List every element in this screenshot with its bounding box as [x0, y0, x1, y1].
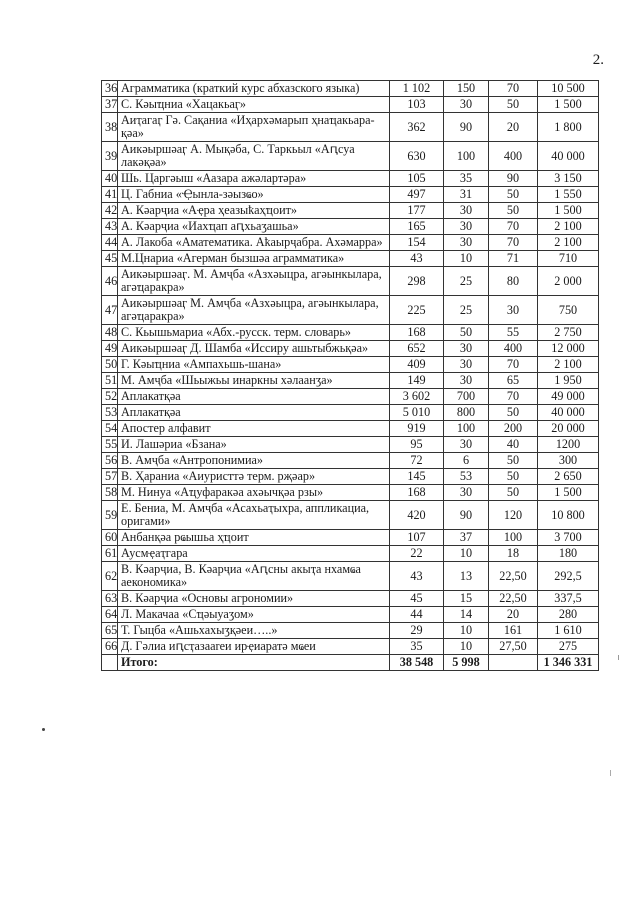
value-col-4: 3 150: [538, 171, 599, 187]
value-col-2: 10: [444, 251, 489, 267]
value-col-2: 30: [444, 373, 489, 389]
value-col-1: 43: [390, 251, 444, 267]
book-title: Аграмматика (краткий курс абхазского языка): [118, 81, 390, 97]
value-col-3: 55: [489, 325, 538, 341]
value-col-2: 100: [444, 421, 489, 437]
value-col-2: 30: [444, 97, 489, 113]
value-col-2: 150: [444, 81, 489, 97]
value-col-2: 30: [444, 437, 489, 453]
value-col-4: 2 750: [538, 325, 599, 341]
value-col-3: 30: [489, 296, 538, 325]
row-number: 58: [102, 485, 118, 501]
value-col-3: 22,50: [489, 562, 538, 591]
book-title: В. Ҳараниа «Аиуристтә терм. рҗәар»: [118, 469, 390, 485]
value-col-4: 750: [538, 296, 599, 325]
table-row: [102, 389, 599, 405]
book-title: В. Кәарҷиа, В. Кәарҷиа «Аԥсны акыҭа нхамҩа аекономика»: [118, 562, 390, 591]
book-title: Аиҭагаӷ Гә. Сақаниа «Иҳархәмарып ҳнаҵакьара-қәа»: [118, 113, 390, 142]
value-col-1: 168: [390, 325, 444, 341]
row-number: 50: [102, 357, 118, 373]
value-col-3: 200: [489, 421, 538, 437]
value-col-2: 53: [444, 469, 489, 485]
value-col-1: 145: [390, 469, 444, 485]
book-title: С. Кьышьмариа «Абх.-русск. терм. словарь»: [118, 325, 390, 341]
book-title: Е. Бениа, М. Амҷба «Асахьаҭыхра, аппликациа, оригами»: [118, 501, 390, 530]
value-col-4: 3 700: [538, 530, 599, 546]
value-col-4: 1200: [538, 437, 599, 453]
value-col-2: 30: [444, 485, 489, 501]
value-col-3: 50: [489, 203, 538, 219]
book-title: А. Лакоба «Аматематика. Аҟаырҷабра. Ахәмарра»: [118, 235, 390, 251]
total-col-3: [489, 655, 538, 671]
value-col-2: 35: [444, 171, 489, 187]
row-number: 39: [102, 142, 118, 171]
value-col-4: 1 550: [538, 187, 599, 203]
value-col-3: 120: [489, 501, 538, 530]
book-title: Л. Макачаа «Сҵәыуаӡом»: [118, 607, 390, 623]
value-col-4: 1 500: [538, 485, 599, 501]
scan-speck: [42, 728, 45, 731]
table-row: [102, 639, 599, 655]
row-number: 48: [102, 325, 118, 341]
book-title: Аплакатқәа: [118, 389, 390, 405]
table-row: [102, 485, 599, 501]
book-title: Д. Гәлиа иԥсҭазааreи ирҿиаратә мҩеи: [118, 639, 390, 655]
table-row: [102, 81, 599, 97]
value-col-3: 65: [489, 373, 538, 389]
scan-mark: [618, 655, 619, 660]
value-col-3: 20: [489, 607, 538, 623]
value-col-1: 45: [390, 591, 444, 607]
table-row: [102, 623, 599, 639]
table-row: [102, 591, 599, 607]
value-col-1: 154: [390, 235, 444, 251]
value-col-1: 652: [390, 341, 444, 357]
value-col-4: 40 000: [538, 405, 599, 421]
book-title: Апостер алфавит: [118, 421, 390, 437]
book-title: Аикәыршәаӷ А. Мықәба, С. Таркьыл «Аԥсуа лакәқәа»: [118, 142, 390, 171]
value-col-4: 2 000: [538, 267, 599, 296]
value-col-2: 30: [444, 235, 489, 251]
value-col-3: 50: [489, 469, 538, 485]
row-number: 49: [102, 341, 118, 357]
value-col-1: 1 102: [390, 81, 444, 97]
total-col-1: 38 548: [390, 655, 444, 671]
value-col-3: 80: [489, 267, 538, 296]
book-title: Т. Гыцба «Ашьхахыӡқәеи…..»: [118, 623, 390, 639]
table-row: [102, 437, 599, 453]
value-col-3: 70: [489, 389, 538, 405]
value-col-3: 100: [489, 530, 538, 546]
row-number: 56: [102, 453, 118, 469]
value-col-3: 20: [489, 113, 538, 142]
row-number: 52: [102, 389, 118, 405]
book-title: Аплакатқәа: [118, 405, 390, 421]
row-number: 41: [102, 187, 118, 203]
value-col-3: 70: [489, 81, 538, 97]
book-title: Аикәыршәаӷ Д. Шамба «Иссиру ашьтыбжьқәа»: [118, 341, 390, 357]
value-col-3: 50: [489, 97, 538, 113]
table-row: [102, 357, 599, 373]
row-number: 57: [102, 469, 118, 485]
row-number: 60: [102, 530, 118, 546]
value-col-1: 362: [390, 113, 444, 142]
value-col-2: 37: [444, 530, 489, 546]
value-col-1: 35: [390, 639, 444, 655]
value-col-3: 161: [489, 623, 538, 639]
book-title: Шь. Царгәыш «Аазара ажәлартәра»: [118, 171, 390, 187]
table-row: [102, 171, 599, 187]
table-row: [102, 405, 599, 421]
value-col-2: 700: [444, 389, 489, 405]
value-col-2: 14: [444, 607, 489, 623]
value-col-3: 40: [489, 437, 538, 453]
value-col-4: 710: [538, 251, 599, 267]
value-col-1: 107: [390, 530, 444, 546]
row-number: 43: [102, 219, 118, 235]
value-col-3: 90: [489, 171, 538, 187]
value-col-4: 2 100: [538, 357, 599, 373]
table-row: [102, 97, 599, 113]
book-title: В. Кәарҷиа «Основы агрономии»: [118, 591, 390, 607]
value-col-3: 27,50: [489, 639, 538, 655]
book-title: Г. Кәыҵниа «Ампахьшь-шана»: [118, 357, 390, 373]
value-col-3: 50: [489, 187, 538, 203]
value-col-4: 2 100: [538, 235, 599, 251]
row-number: 53: [102, 405, 118, 421]
row-number: 40: [102, 171, 118, 187]
value-col-2: 25: [444, 267, 489, 296]
total-col-2: 5 998: [444, 655, 489, 671]
table-row: [102, 546, 599, 562]
value-col-4: 2 100: [538, 219, 599, 235]
value-col-4: 12 000: [538, 341, 599, 357]
value-col-1: 95: [390, 437, 444, 453]
value-col-1: 5 010: [390, 405, 444, 421]
value-col-4: 10 500: [538, 81, 599, 97]
value-col-4: 1 610: [538, 623, 599, 639]
value-col-3: 400: [489, 142, 538, 171]
value-col-1: 44: [390, 607, 444, 623]
book-title: А. Кәарҷиа «Аҿра ҳеазыҟаҳҵоит»: [118, 203, 390, 219]
row-number: 59: [102, 501, 118, 530]
row-number: 65: [102, 623, 118, 639]
value-col-2: 90: [444, 501, 489, 530]
value-col-1: 43: [390, 562, 444, 591]
table-row: [102, 469, 599, 485]
table-row: [102, 607, 599, 623]
value-col-2: 25: [444, 296, 489, 325]
book-title: Аикәыршәаӷ. М. Амҷба «Азхәыцра, агәынкылара, агәҵаракра»: [118, 267, 390, 296]
table-row: [102, 203, 599, 219]
row-number: 46: [102, 267, 118, 296]
value-col-4: 40 000: [538, 142, 599, 171]
value-col-2: 30: [444, 219, 489, 235]
value-col-3: 70: [489, 219, 538, 235]
value-col-1: 29: [390, 623, 444, 639]
value-col-1: 420: [390, 501, 444, 530]
value-col-1: 225: [390, 296, 444, 325]
value-col-1: 298: [390, 267, 444, 296]
table-row: [102, 187, 599, 203]
value-col-2: 10: [444, 546, 489, 562]
book-title: М.Цнариа «Агерман бызшәа аграмматика»: [118, 251, 390, 267]
table-row: [102, 421, 599, 437]
value-col-2: 13: [444, 562, 489, 591]
value-col-4: 180: [538, 546, 599, 562]
value-col-2: 31: [444, 187, 489, 203]
row-number: 47: [102, 296, 118, 325]
value-col-1: 149: [390, 373, 444, 389]
value-col-2: 90: [444, 113, 489, 142]
row-number: 61: [102, 546, 118, 562]
value-col-2: 30: [444, 203, 489, 219]
value-col-2: 10: [444, 639, 489, 655]
table-row: [102, 501, 599, 530]
book-title: Ц. Габниа «Ҿынла-зәызҩо»: [118, 187, 390, 203]
row-number: 64: [102, 607, 118, 623]
books-table: [101, 80, 599, 671]
table-row: [102, 296, 599, 325]
row-number: 54: [102, 421, 118, 437]
value-col-3: 70: [489, 357, 538, 373]
book-title: В. Амҷба «Антропонимиа»: [118, 453, 390, 469]
value-col-4: 1 950: [538, 373, 599, 389]
page-number: 2.: [592, 52, 604, 68]
value-col-4: 300: [538, 453, 599, 469]
value-col-1: 3 602: [390, 389, 444, 405]
value-col-1: 630: [390, 142, 444, 171]
value-col-1: 103: [390, 97, 444, 113]
value-col-4: 1 500: [538, 97, 599, 113]
table-row: [102, 341, 599, 357]
value-col-1: 22: [390, 546, 444, 562]
table-row: [102, 373, 599, 389]
book-title: М. Амҷба «Шьыжьы инаркны хәлаанӡа»: [118, 373, 390, 389]
table-row: [102, 562, 599, 591]
value-col-4: 292,5: [538, 562, 599, 591]
value-col-1: 168: [390, 485, 444, 501]
value-col-1: 177: [390, 203, 444, 219]
table-row: [102, 267, 599, 296]
book-title: Аикәыршәаӷ М. Амҷба «Азхәыцра, агәынкылара, агәҵаракра»: [118, 296, 390, 325]
value-col-4: 10 800: [538, 501, 599, 530]
scan-mark: [610, 770, 611, 776]
value-col-1: 72: [390, 453, 444, 469]
book-title: Анбанқәа рҩышьа ҳҵоит: [118, 530, 390, 546]
total-row: [102, 655, 599, 671]
book-title: М. Нинуа «Аҵуфаракәа ахәычқәа рзы»: [118, 485, 390, 501]
value-col-3: 22,50: [489, 591, 538, 607]
value-col-4: 20 000: [538, 421, 599, 437]
row-number: 44: [102, 235, 118, 251]
value-col-2: 800: [444, 405, 489, 421]
value-col-3: 71: [489, 251, 538, 267]
value-col-4: 49 000: [538, 389, 599, 405]
row-number: 36: [102, 81, 118, 97]
value-col-4: 337,5: [538, 591, 599, 607]
value-col-4: 1 500: [538, 203, 599, 219]
value-col-3: 50: [489, 405, 538, 421]
book-title: И. Лашәриа «Бзана»: [118, 437, 390, 453]
row-number: 45: [102, 251, 118, 267]
value-col-1: 919: [390, 421, 444, 437]
value-col-4: 2 650: [538, 469, 599, 485]
value-col-1: 105: [390, 171, 444, 187]
value-col-1: 497: [390, 187, 444, 203]
table-row: [102, 219, 599, 235]
total-col-4: 1 346 331: [538, 655, 599, 671]
row-number: 51: [102, 373, 118, 389]
total-empty-cell: [102, 655, 118, 671]
table-row: [102, 235, 599, 251]
value-col-3: 18: [489, 546, 538, 562]
value-col-4: 280: [538, 607, 599, 623]
table-row: [102, 530, 599, 546]
book-title: А. Кәарҷиа «Иахҵап аԥхьаӡашьа»: [118, 219, 390, 235]
value-col-2: 100: [444, 142, 489, 171]
table-row: [102, 113, 599, 142]
table-row: [102, 251, 599, 267]
table-row: [102, 453, 599, 469]
value-col-2: 30: [444, 341, 489, 357]
row-number: 62: [102, 562, 118, 591]
row-number: 38: [102, 113, 118, 142]
value-col-3: 70: [489, 235, 538, 251]
row-number: 55: [102, 437, 118, 453]
row-number: 63: [102, 591, 118, 607]
value-col-2: 10: [444, 623, 489, 639]
value-col-2: 15: [444, 591, 489, 607]
row-number: 37: [102, 97, 118, 113]
value-col-3: 400: [489, 341, 538, 357]
value-col-1: 409: [390, 357, 444, 373]
value-col-2: 50: [444, 325, 489, 341]
row-number: 66: [102, 639, 118, 655]
value-col-2: 6: [444, 453, 489, 469]
value-col-4: 275: [538, 639, 599, 655]
value-col-3: 50: [489, 453, 538, 469]
book-title: Аусмҿаҭгара: [118, 546, 390, 562]
value-col-1: 165: [390, 219, 444, 235]
value-col-3: 50: [489, 485, 538, 501]
book-title: С. Кәыҵниа «Хацакьаӷ»: [118, 97, 390, 113]
row-number: 42: [102, 203, 118, 219]
table-row: [102, 142, 599, 171]
value-col-4: 1 800: [538, 113, 599, 142]
value-col-2: 30: [444, 357, 489, 373]
table-row: [102, 325, 599, 341]
total-label: Итого:: [118, 655, 390, 671]
